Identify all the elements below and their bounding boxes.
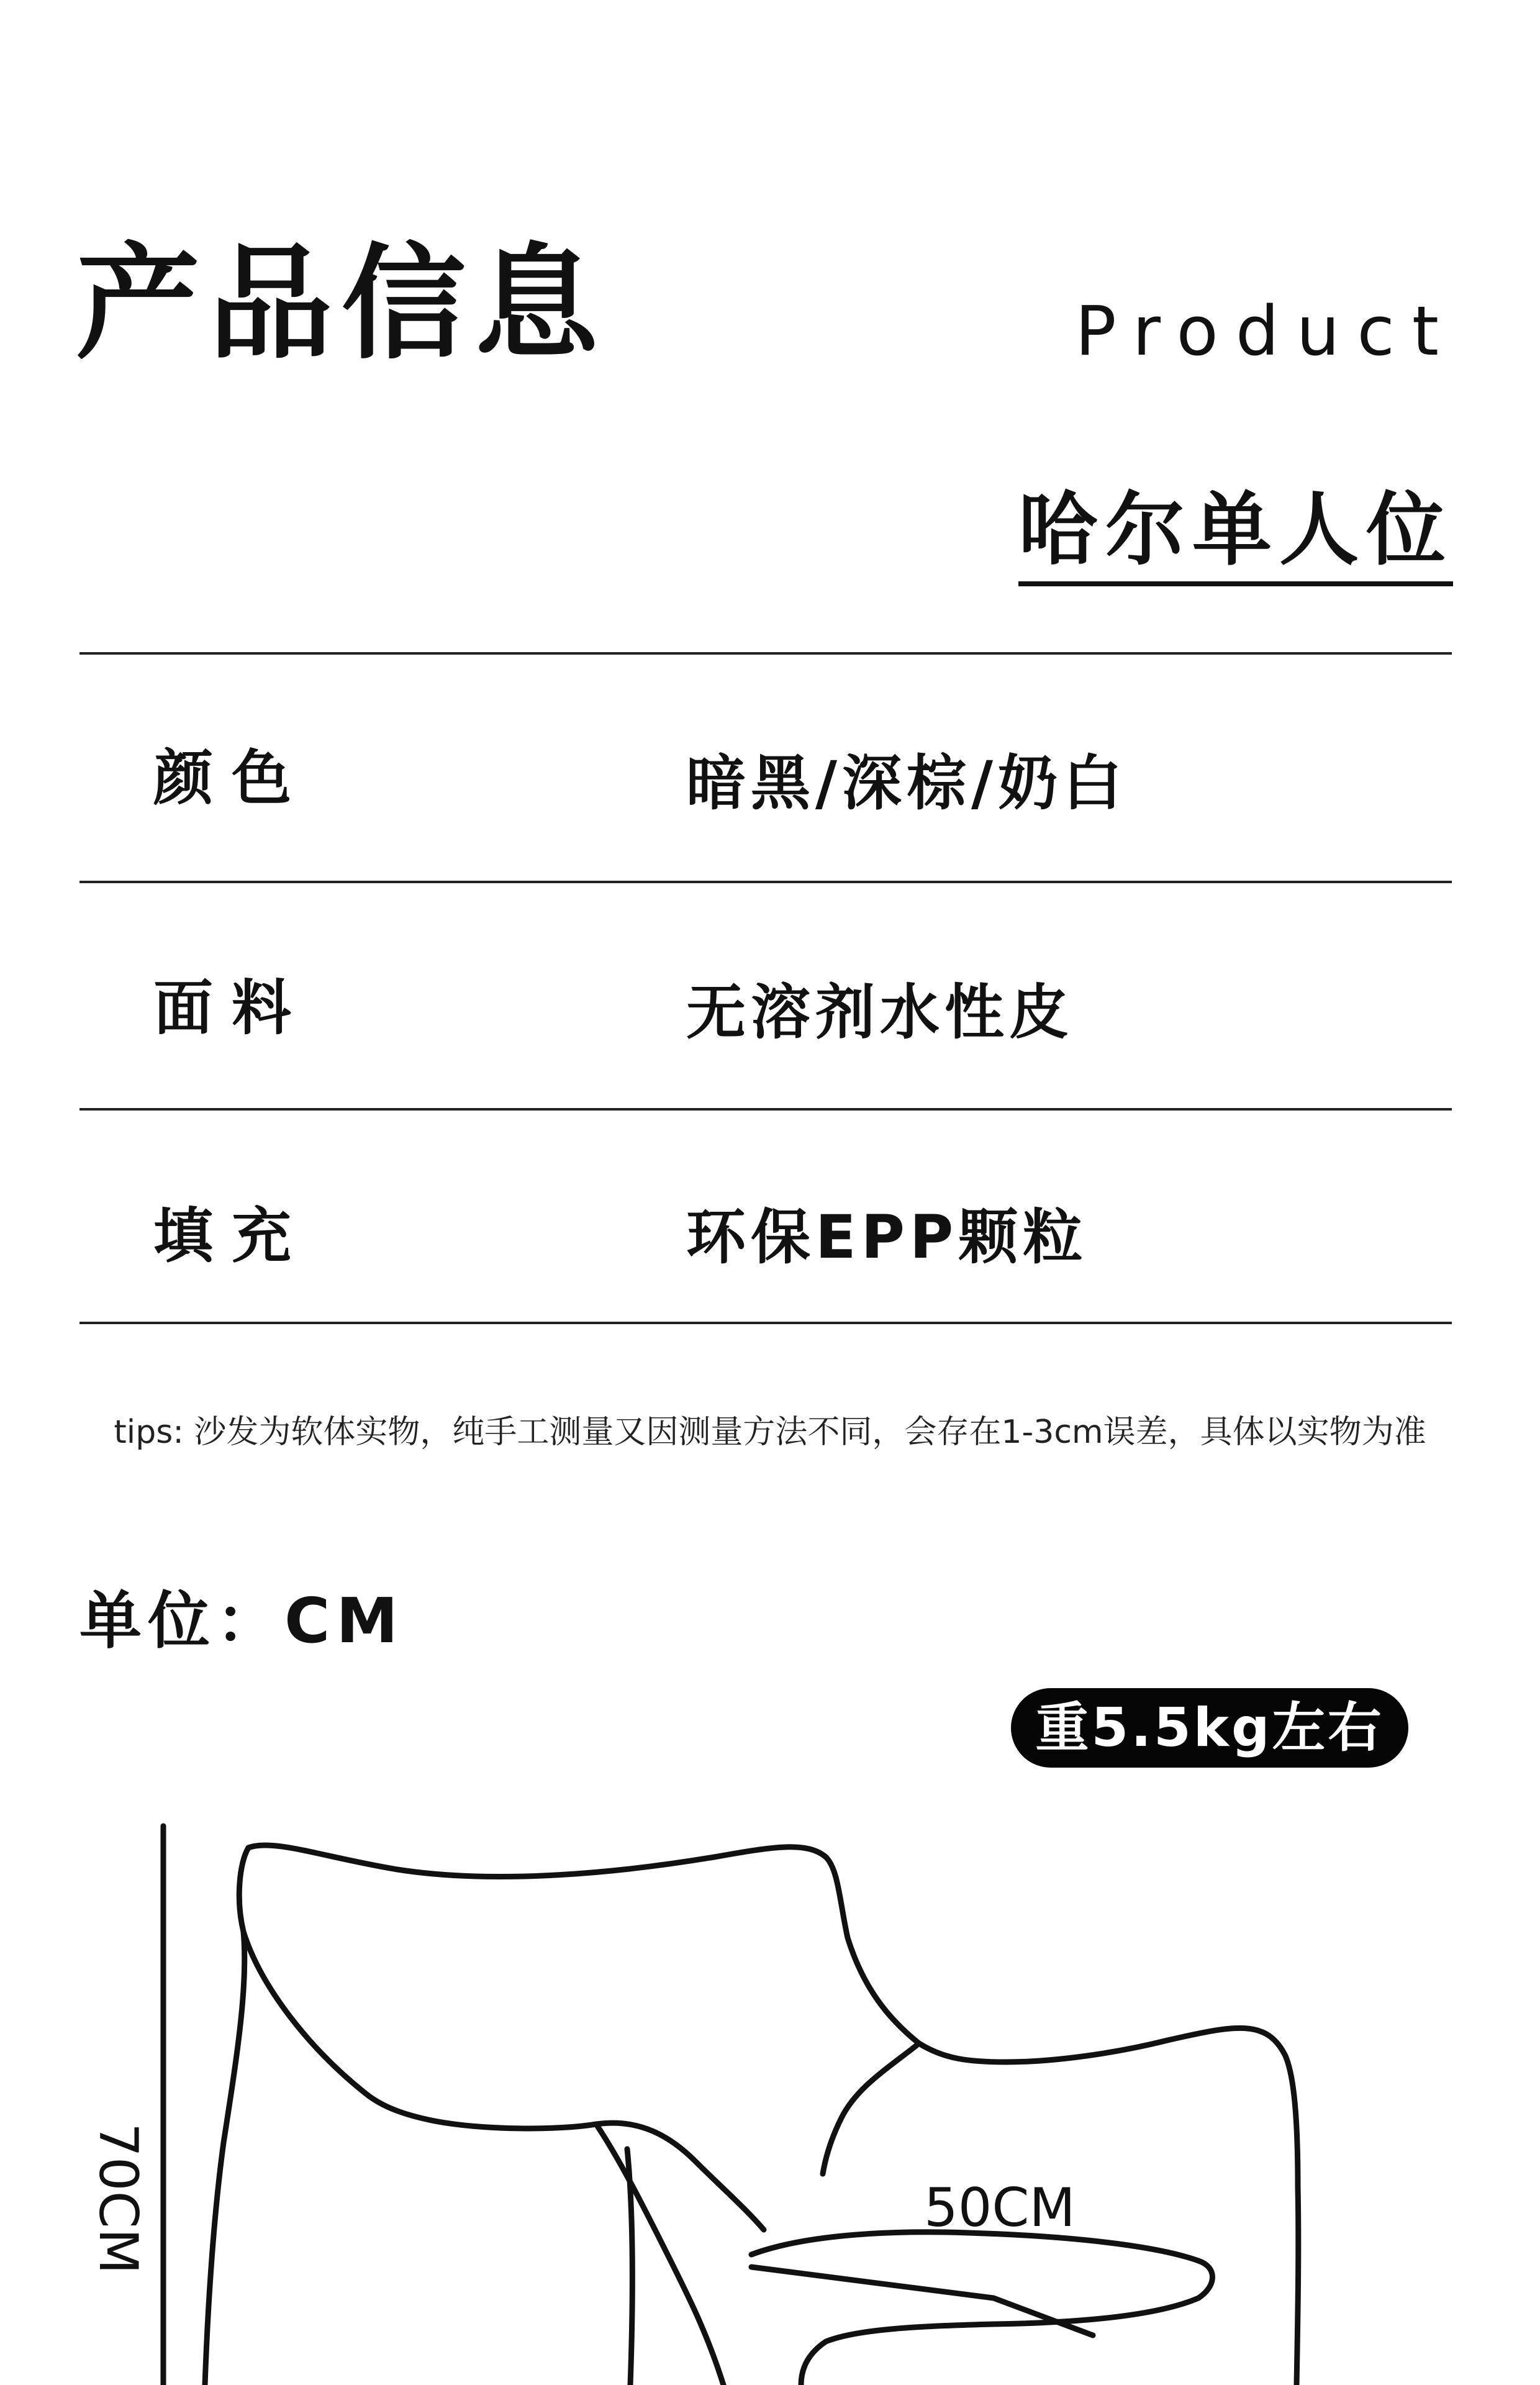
table-row-divider (79, 1108, 1452, 1111)
chair-arm-fold (596, 2124, 723, 2385)
unit-label: 单位：CM (79, 1584, 404, 1657)
page-title: 产品信息 (76, 232, 608, 376)
table-row-divider (79, 881, 1452, 883)
measurement-tips: tips: 沙发为软体实物，纯手工测量又因测量方法不同，会存在1-3cm误差，具体以实物为准 (114, 1414, 1426, 1451)
spec-label-fabric: 面料 (153, 973, 310, 1043)
table-top-divider (79, 652, 1452, 655)
page-title-english: Product (1075, 291, 1456, 371)
chair-right-side (1297, 2186, 1298, 2385)
chair-back-top (248, 1845, 1298, 2186)
spec-label-filling: 填充 (153, 1201, 310, 1271)
width-dimension-label: 50CM (924, 2177, 1076, 2239)
weight-badge: 重5.5kg左右 (1011, 1688, 1408, 1768)
chair-inner-crease (823, 2043, 919, 2174)
table-bottom-divider (79, 1322, 1452, 1324)
chair-left-side (205, 1932, 245, 2385)
spec-label-color: 颜色 (153, 743, 310, 813)
spec-value-color: 暗黑/深棕/奶白 (686, 748, 1128, 818)
chair-backrest (239, 1848, 764, 2230)
spec-value-fabric: 无溶剂水性皮 (686, 978, 1074, 1047)
height-dimension-label: 70CM (87, 2123, 149, 2274)
chair-line-drawing (0, 1801, 1540, 2385)
product-model-name: 哈尔单人位 (1018, 491, 1453, 586)
chair-seat-front (751, 2232, 1213, 2385)
spec-value-filling: 环保EPP颗粒 (686, 1202, 1088, 1272)
